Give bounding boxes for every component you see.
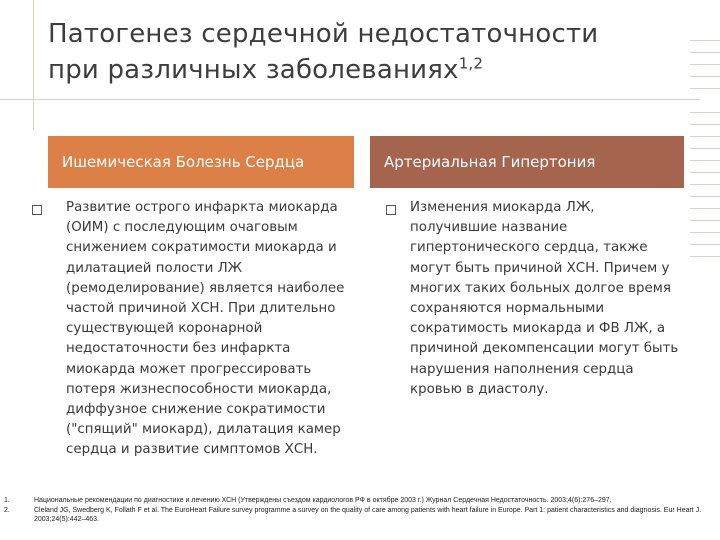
footnote-number: 2. [4, 506, 10, 514]
footnote-item [4, 506, 716, 525]
slide-title [48, 16, 688, 88]
title-line-2: при различных заболеваниях [48, 55, 459, 85]
footnote-text: Национальные рекомендации по диагностике и лечению ХСН (Утверждены съездом кардиологов РФ в октябре 2003 г.) Журнал Сердечная Недостаточность. 2003;4(6):276–297. [34, 497, 612, 504]
footnote-item [4, 496, 716, 506]
hypertension-text: Изменения миокарда ЛЖ, получившие название гипертонического сердца, также могут быть причиной ХСН. Причем у многих таких больных долгое время сохраняются нормальными сократимость миокарда и ФВ ЛЖ, а причиной декомпенсации могут быть нарушения наполнения сердца кровью в диастолу. [410, 200, 679, 397]
ischemic-text: Развитие острого инфаркта миокарда (ОИМ) с последующим очаговым снижением сократимости миокарда и дилатацией полости ЛЖ (ремоделирование) является наиболее частой причиной ХСН. При длительно существующей коронарной недостаточности без инфаркта миокарда может прогрессировать потеря жизнеспособности миокарда, диффузное снижение сократимости ("спящий" миокард), дилатация камер сердца и развитие симптомов ХСН. [66, 200, 345, 458]
decorative-vertical-line [33, 0, 34, 130]
column-header-ischemic: Ишемическая Болезнь Сердца [48, 136, 354, 188]
footnote-number: 1. [4, 497, 10, 504]
column-header-hypertension: Артериальная Гипертония [370, 136, 684, 188]
title-line-1: Патогенез сердечной недостаточности [48, 19, 599, 49]
title-divider [0, 99, 700, 100]
bullet-square-icon [386, 205, 396, 215]
footnote-text: Cleland JG, Swedberg K, Follath F et al. The EuroHeart Failure survey programme a survey on the quality of care among patients with heart failure in Europe. Part 1: patient characteristics and diagnosis. Eur Heart J. 2003;24(5):442–463. [34, 506, 702, 523]
title-superscript: 1,2 [458, 54, 484, 73]
decorative-side-tabs [690, 0, 720, 300]
footnotes [4, 496, 716, 525]
bullet-square-icon [32, 205, 42, 215]
